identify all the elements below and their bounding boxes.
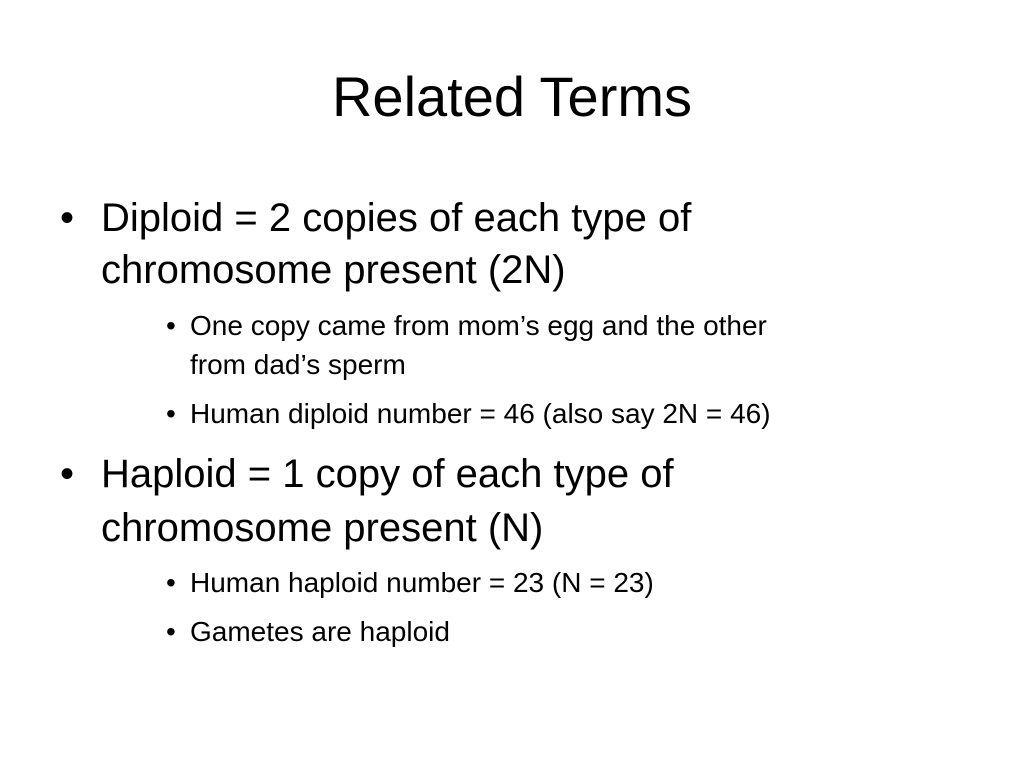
sub-bullet-line: Human haploid number = 23 (N = 23): [190, 567, 654, 598]
sub-bullet-dot: •: [166, 616, 176, 647]
bullet-dot: •: [60, 196, 75, 240]
slide-title: Related Terms: [331, 65, 692, 128]
bullet-line: chromosome present (2N): [101, 248, 566, 292]
bullet-line: Diploid = 2 copies of each type of: [101, 196, 692, 240]
bullet-dot: •: [60, 452, 75, 496]
bullet-line: chromosome present (N): [101, 506, 544, 550]
sub-bullet-line: from dad’s sperm: [190, 349, 406, 380]
sub-bullet-dot: •: [166, 398, 176, 429]
sub-bullet-line: One copy came from mom’s egg and the other: [190, 310, 767, 341]
bullet-line: Haploid = 1 copy of each type of: [101, 452, 674, 496]
sub-bullet-dot: •: [166, 567, 176, 598]
sub-bullet-line: Gametes are haploid: [190, 616, 450, 647]
sub-bullet-line: Human diploid number = 46 (also say 2N = 46): [190, 398, 771, 429]
sub-bullet-dot: •: [166, 310, 176, 341]
